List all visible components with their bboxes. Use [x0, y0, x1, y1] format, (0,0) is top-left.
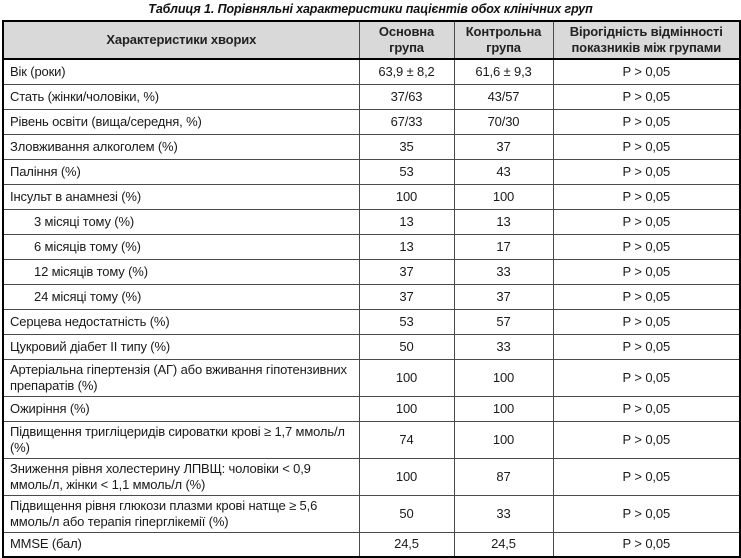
- main-group-value: 13: [359, 209, 454, 234]
- control-group-value: 33: [454, 334, 553, 359]
- table-row: [3, 84, 740, 109]
- row-label: Зниження рівня холестерину ЛПВЩ: чоловіки < 0,9 ммоль/л, жінки < 1,1 ммоль/л (%): [3, 458, 359, 495]
- main-group-value: 50: [359, 334, 454, 359]
- control-group-value: 33: [454, 259, 553, 284]
- main-group-value: 50: [359, 495, 454, 532]
- table-row: [3, 359, 740, 396]
- col-header-significance: Вірогідність відмінності показників між групами: [553, 21, 740, 59]
- row-label: Зловживання алкоголем (%): [3, 134, 359, 159]
- control-group-value: 37: [454, 284, 553, 309]
- main-group-value: 67/33: [359, 109, 454, 134]
- main-group-value: 37: [359, 259, 454, 284]
- table-header: [3, 21, 740, 59]
- main-group-value: 53: [359, 159, 454, 184]
- row-label: Рівень освіти (вища/середня, %): [3, 109, 359, 134]
- row-label: Ожиріння (%): [3, 396, 359, 421]
- p-value: Р > 0,05: [553, 84, 740, 109]
- p-value: Р > 0,05: [553, 209, 740, 234]
- p-value: Р > 0,05: [553, 532, 740, 557]
- table-row: [3, 109, 740, 134]
- table-row: [3, 396, 740, 421]
- control-group-value: 43: [454, 159, 553, 184]
- p-value: Р > 0,05: [553, 59, 740, 84]
- row-label: 3 місяці тому (%): [3, 209, 359, 234]
- p-value: Р > 0,05: [553, 234, 740, 259]
- row-label: 6 місяців тому (%): [3, 234, 359, 259]
- control-group-value: 100: [454, 359, 553, 396]
- main-group-value: 100: [359, 359, 454, 396]
- main-group-value: 37/63: [359, 84, 454, 109]
- main-group-value: 37: [359, 284, 454, 309]
- p-value: Р > 0,05: [553, 309, 740, 334]
- p-value: Р > 0,05: [553, 334, 740, 359]
- p-value: Р > 0,05: [553, 134, 740, 159]
- row-label: Артеріальна гіпертензія (АГ) або вживання гіпотензивних препаратів (%): [3, 359, 359, 396]
- control-group-value: 37: [454, 134, 553, 159]
- row-label: Інсульт в анамнезі (%): [3, 184, 359, 209]
- row-label: Вік (роки): [3, 59, 359, 84]
- patients-comparison-table: [2, 20, 741, 558]
- table-row: [3, 334, 740, 359]
- main-group-value: 53: [359, 309, 454, 334]
- table-row: [3, 458, 740, 495]
- row-label: Підвищення рівня глюкози плазми крові натще ≥ 5,6 ммоль/л або терапія гіперглікемії (%): [3, 495, 359, 532]
- table-caption: Таблиця 1. Порівняльні характеристики пацієнтів обох клінічних груп: [148, 2, 593, 16]
- control-group-value: 87: [454, 458, 553, 495]
- p-value: Р > 0,05: [553, 109, 740, 134]
- col-header-characteristics: Характеристики хворих: [3, 21, 359, 59]
- p-value: Р > 0,05: [553, 421, 740, 458]
- col-header-main-group: Основна група: [359, 21, 454, 59]
- table-row: [3, 309, 740, 334]
- table-row: [3, 259, 740, 284]
- row-label: Паління (%): [3, 159, 359, 184]
- main-group-value: 13: [359, 234, 454, 259]
- table-row: [3, 184, 740, 209]
- table-row: [3, 134, 740, 159]
- header-row: [3, 21, 740, 59]
- p-value: Р > 0,05: [553, 259, 740, 284]
- p-value: Р > 0,05: [553, 396, 740, 421]
- control-group-value: 57: [454, 309, 553, 334]
- control-group-value: 13: [454, 209, 553, 234]
- row-label: Серцева недостатність (%): [3, 309, 359, 334]
- p-value: Р > 0,05: [553, 159, 740, 184]
- main-group-value: 74: [359, 421, 454, 458]
- control-group-value: 61,6 ± 9,3: [454, 59, 553, 84]
- row-label: 12 місяців тому (%): [3, 259, 359, 284]
- control-group-value: 24,5: [454, 532, 553, 557]
- row-label: Стать (жінки/чоловіки, %): [3, 84, 359, 109]
- col-header-control-group: Контрольна група: [454, 21, 553, 59]
- control-group-value: 70/30: [454, 109, 553, 134]
- row-label: MMSE (бал): [3, 532, 359, 557]
- control-group-value: 43/57: [454, 84, 553, 109]
- control-group-value: 33: [454, 495, 553, 532]
- control-group-value: 100: [454, 421, 553, 458]
- main-group-value: 24,5: [359, 532, 454, 557]
- row-label: 24 місяці тому (%): [3, 284, 359, 309]
- main-group-value: 100: [359, 184, 454, 209]
- control-group-value: 100: [454, 396, 553, 421]
- control-group-value: 17: [454, 234, 553, 259]
- table-row: [3, 495, 740, 532]
- row-label: Цукровий діабет II типу (%): [3, 334, 359, 359]
- control-group-value: 100: [454, 184, 553, 209]
- table-body: [3, 59, 740, 557]
- main-group-value: 100: [359, 396, 454, 421]
- table-row: [3, 234, 740, 259]
- main-group-value: 100: [359, 458, 454, 495]
- row-label: Підвищення тригліцеридів сироватки крові ≥ 1,7 ммоль/л (%): [3, 421, 359, 458]
- p-value: Р > 0,05: [553, 359, 740, 396]
- table-row: [3, 421, 740, 458]
- main-group-value: 63,9 ± 8,2: [359, 59, 454, 84]
- table-row: [3, 209, 740, 234]
- table-row: [3, 159, 740, 184]
- table-row: [3, 532, 740, 557]
- table-row: [3, 284, 740, 309]
- p-value: Р > 0,05: [553, 184, 740, 209]
- p-value: Р > 0,05: [553, 495, 740, 532]
- p-value: Р > 0,05: [553, 284, 740, 309]
- table-row: [3, 59, 740, 84]
- p-value: Р > 0,05: [553, 458, 740, 495]
- main-group-value: 35: [359, 134, 454, 159]
